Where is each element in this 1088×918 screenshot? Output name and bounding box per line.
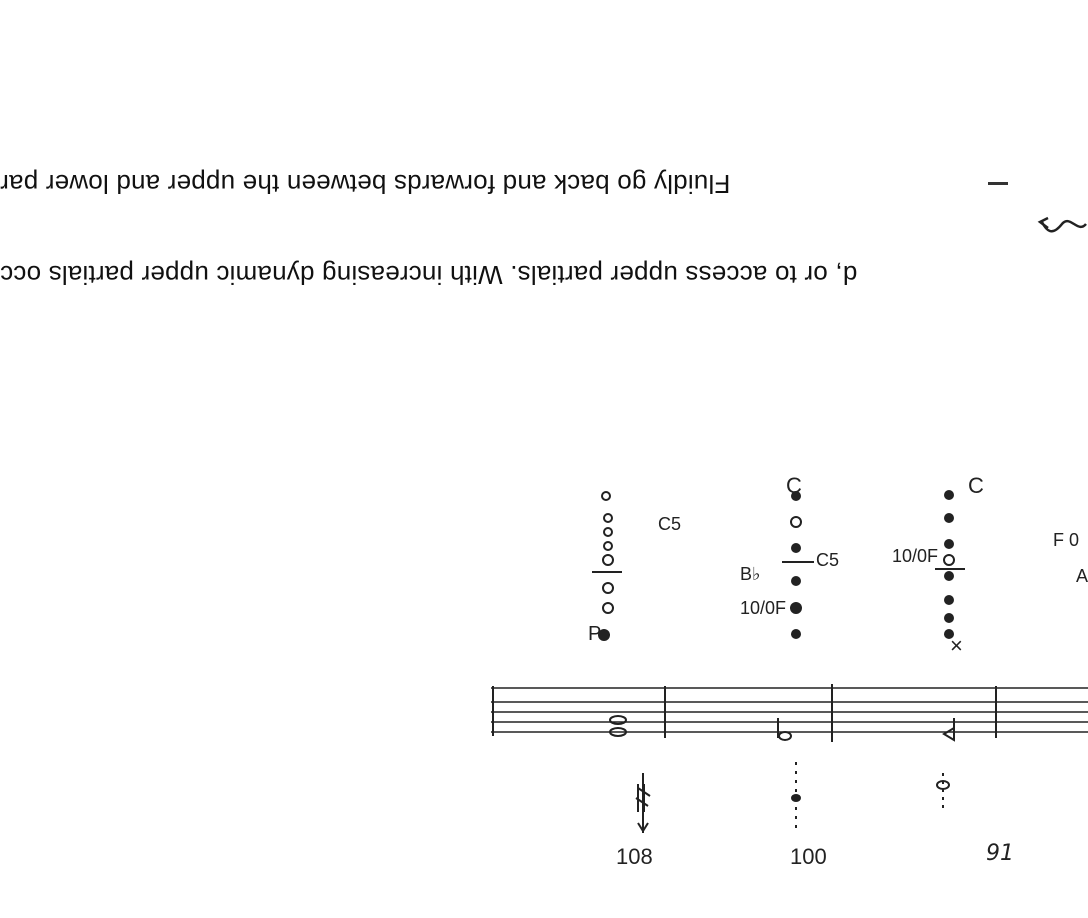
note-label-100-a: C5 — [816, 550, 840, 570]
instruction-line-2: Fluidly go back and forwards between the upper and lower par — [0, 169, 731, 199]
note-label-108: P — [588, 623, 602, 645]
chord-label-108: C5 — [658, 514, 682, 534]
barlines — [493, 684, 996, 742]
edge-label-2: A — [1076, 566, 1088, 586]
chord-label-91: C — [968, 473, 984, 498]
measure-108 — [588, 492, 681, 869]
note-label-100-c: 10/0F — [740, 598, 787, 618]
measure-number-100: 100 — [790, 844, 827, 869]
chord-label-100: C — [786, 473, 802, 498]
measure-100 — [740, 473, 839, 869]
svg-text:×: × — [950, 633, 963, 658]
staff — [491, 688, 1088, 732]
note-label-100-b: B♭ — [740, 564, 761, 584]
edge-fragment — [1053, 530, 1088, 586]
measure-number-108: 108 — [616, 844, 653, 869]
instruction-line-1: d, or to access upper partials. With increasing dynamic upper partials occ — [0, 260, 858, 290]
measure-91 — [892, 473, 1014, 866]
measure-number-91: 91 — [986, 841, 1014, 866]
note-label-91: 10/0F — [892, 546, 939, 566]
edge-label-1: F 0 — [1053, 530, 1080, 550]
